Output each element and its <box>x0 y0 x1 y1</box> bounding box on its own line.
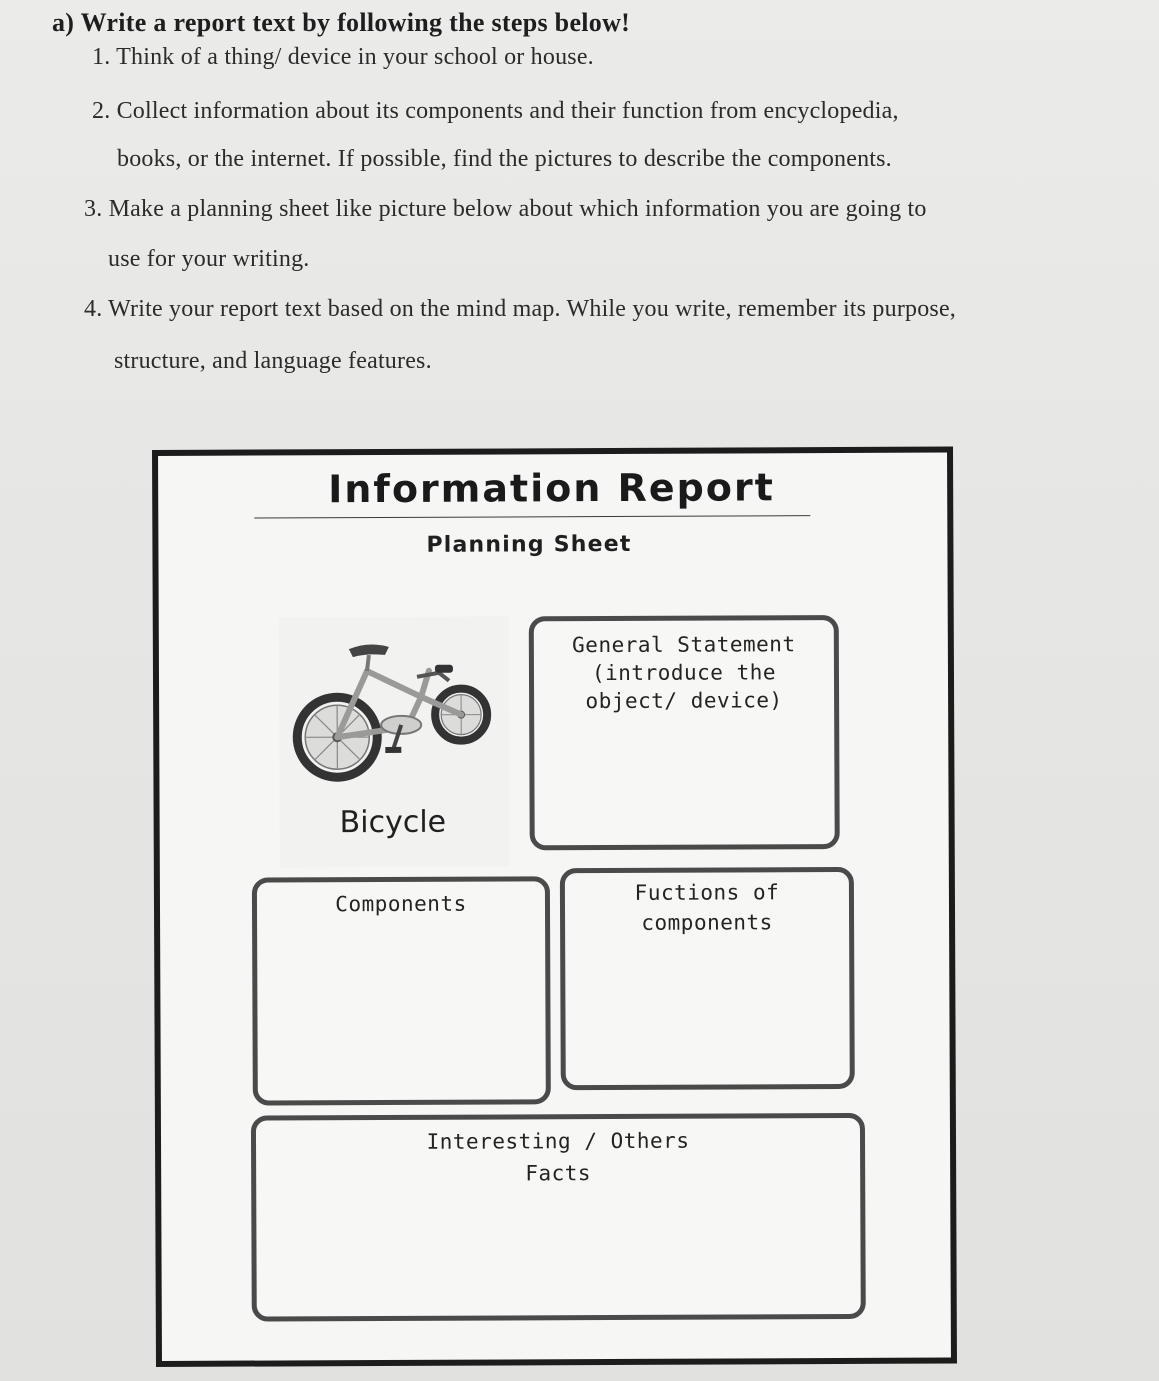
object-picture-panel <box>279 616 510 867</box>
step-2: 2. Collect information about its components and their function from encyclopedia, <box>92 98 899 124</box>
title-divider <box>254 515 810 518</box>
components-label: Components <box>335 891 467 917</box>
sheet-subtitle: Planning Sheet <box>426 531 632 558</box>
step-1: 1. Think of a thing/ device in your school or house. <box>92 44 594 70</box>
interesting-facts-label: Interesting / Others <box>426 1128 690 1154</box>
functions-box <box>560 867 855 1090</box>
functions-label: Fuctions of <box>634 880 780 905</box>
step-4-continued: structure, and language features. <box>114 348 432 374</box>
functions-label-2: components <box>641 910 773 935</box>
step-3: 3. Make a planning sheet like picture below about which information you are going to <box>84 196 927 222</box>
planning-sheet <box>152 447 957 1367</box>
sheet-title: Information Report <box>328 465 775 512</box>
bicycle-icon <box>289 624 500 785</box>
step-4: 4. Write your report text based on the mind map. While you write, remember its purpose, <box>84 296 957 322</box>
general-statement-hint-1: (introduce the <box>591 660 777 686</box>
general-statement-label: General Statement <box>572 632 796 658</box>
interesting-facts-label-2: Facts <box>525 1161 592 1186</box>
step-2-continued: books, or the internet. If possible, find the pictures to describe the components. <box>117 146 892 172</box>
general-statement-box <box>529 615 840 850</box>
exercise-heading: a) Write a report text by following the steps below! <box>52 8 631 37</box>
components-box <box>252 876 551 1105</box>
step-3-continued: use for your writing. <box>108 246 310 272</box>
object-label: Bicycle <box>339 804 447 841</box>
general-statement-hint-2: object/ device) <box>585 688 783 714</box>
interesting-facts-box <box>251 1113 866 1322</box>
